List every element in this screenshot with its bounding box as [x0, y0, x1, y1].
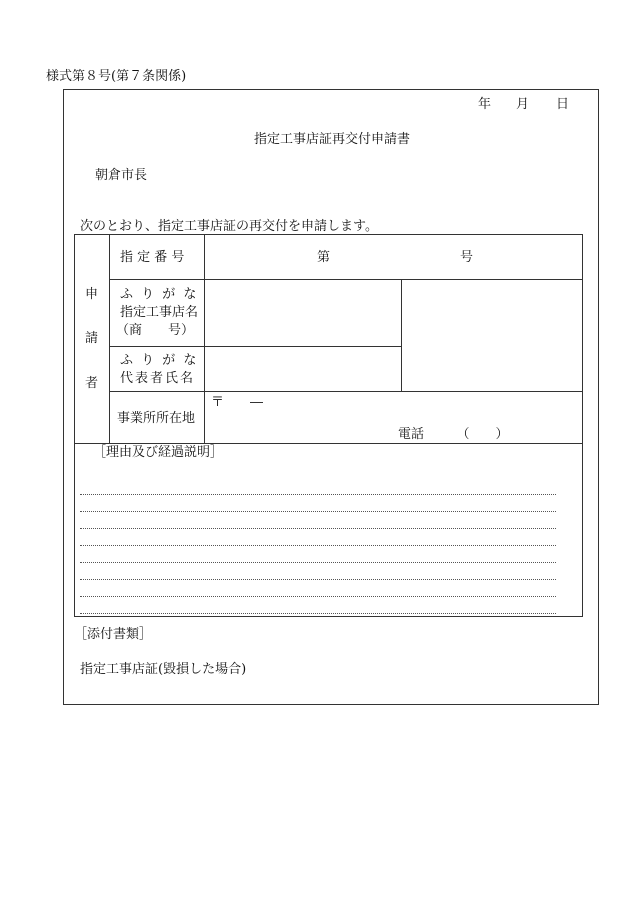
attachment-item: 指定工事店証(毀損した場合): [80, 662, 247, 677]
designation-number-prefix: 第: [317, 250, 331, 265]
date-year[interactable]: 年: [478, 97, 492, 112]
reason-text-area[interactable]: [78, 470, 560, 614]
table-top-border: [74, 234, 583, 235]
applicant-column-divider: [109, 234, 110, 443]
attachments-label: ［添付書類］: [74, 627, 153, 642]
row-divider: [109, 279, 583, 280]
reason-line: [80, 494, 556, 495]
table-left-border: [74, 234, 75, 617]
designation-number-field[interactable]: [340, 240, 450, 274]
representative-field[interactable]: [206, 348, 400, 390]
reason-line: [80, 562, 556, 563]
designation-number-suffix: 号: [460, 250, 474, 265]
date-month[interactable]: 月: [516, 97, 530, 112]
applicant-label-char: 申: [85, 287, 99, 302]
shop-name-furigana-label: ふ り が な: [120, 287, 199, 302]
office-address-label: 事業所所在地: [117, 411, 196, 426]
representative-furigana-label: ふ り が な: [120, 353, 199, 368]
shop-name-label: 指定工事店名: [120, 305, 199, 320]
seal-area[interactable]: [403, 281, 581, 390]
seal-column-divider: [401, 279, 402, 392]
reason-line: [80, 545, 556, 546]
row-divider: [74, 443, 583, 444]
shop-name-field[interactable]: [206, 281, 400, 345]
table-right-border: [582, 234, 583, 617]
shop-name-sub-label: （商 号）: [116, 323, 195, 338]
reason-line: [80, 579, 556, 580]
designation-number-label: 指 定 番 号: [120, 250, 185, 265]
reason-line: [80, 511, 556, 512]
intro-text: 次のとおり、指定工事店証の再交付を申請します。: [80, 219, 378, 234]
reason-line: [80, 528, 556, 529]
applicant-label-char: 者: [85, 376, 99, 391]
date-day[interactable]: 日: [556, 97, 570, 112]
applicant-label-char: 請: [85, 331, 99, 346]
table-bottom-border: [74, 616, 583, 617]
label-column-divider: [204, 234, 205, 443]
row-divider: [109, 346, 401, 347]
postal-code-field[interactable]: 〒 ―: [211, 395, 264, 410]
reason-line: [80, 596, 556, 597]
row-divider: [109, 391, 583, 392]
form-number: 様式第８号(第７条関係): [46, 69, 187, 84]
document-title: 指定工事店証再交付申請書: [254, 132, 411, 147]
phone-field[interactable]: 電話 （ ）: [398, 427, 509, 442]
reason-label: ［理由及び経過説明］: [93, 445, 224, 460]
reason-line: [80, 613, 556, 614]
representative-label: 代表者氏名: [120, 371, 196, 386]
addressee: 朝倉市長: [95, 168, 148, 183]
